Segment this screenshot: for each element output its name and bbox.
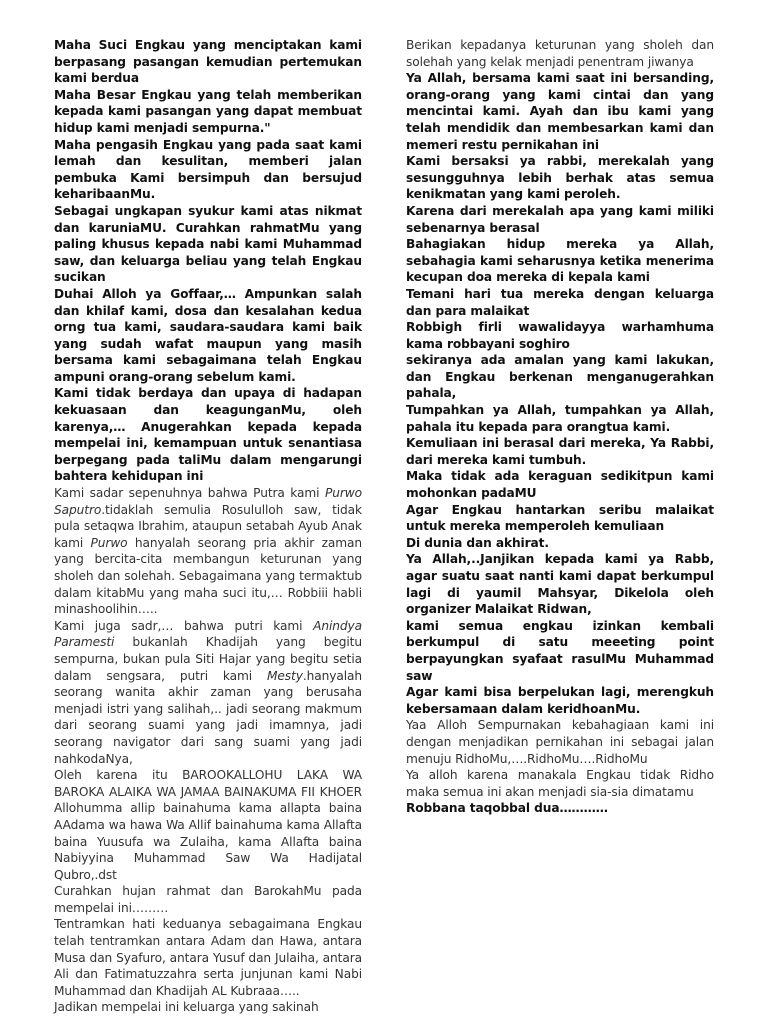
paragraph: Robbana taqobbal dua………… [406, 801, 608, 816]
paragraph: Curahkan hujan rahmat dan BarokahMu pada mempelai ini……… [54, 884, 362, 915]
paragraph: Berikan kepadanya keturunan yang sholeh dan solehah yang kelak menjadi penentram jiwanya [406, 38, 714, 69]
paragraph: Jadikan mempelai ini keluarga yang sakinah [54, 1000, 319, 1015]
paragraph: Ya Allah, bersama kami saat ini bersanding, orang-orang yang kami cintai dan yang mencintai kami. Ayah dan ibu kami yang telah mendidik dan membesarkan kami dan memeri restu pernikahan ini [406, 71, 714, 152]
paragraph: Temani hari tua mereka dengan keluarga dan para malaikat [406, 286, 714, 318]
paragraph: Karena dari merekalah apa yang kami miliki sebenarnya berasal [406, 203, 714, 235]
paragraph: sekiranya ada amalan yang kami lakukan, dan Engkau berkenan menganugerahkan pahala, [406, 353, 714, 401]
paragraph: Robbigh firli wawalidayya warhamhuma kama robbayani soghiro [406, 320, 714, 351]
paragraph: Agar kami bisa berpelukan lagi, merengkuh kebersamaan dalam keridhoanMu. [406, 685, 714, 716]
paragraph: Maka tidak ada keraguan sedikitpun kami mohonkan padaMU [406, 469, 714, 501]
paragraph: Bahagiakan hidup mereka ya Allah, sebahagia kami seharusnya ketika menerima kecupan doa mereka di kepala kami [406, 237, 714, 285]
paragraph: Maha pengasih Engkau yang pada saat kami lemah dan kesulitan, memberi jalan pembuka Kami bersimpuh dan bersujud keharibaanMu. [54, 137, 362, 202]
paragraph: Agar Engkau hantarkan seribu malaikat untuk mereka memperoleh kemuliaan [406, 502, 714, 534]
paragraph: Kami tidak berdaya dan upaya di hadapan kekuasaan dan keagunganMu, oleh karenya,… Anugerahkan kepada kepada mempelai ini, kemampuan untuk senantiasa berpegang pada taliMu dalam mengarungi bahtera kehidupan ini [54, 386, 362, 484]
paragraph: Duhai Alloh ya Goffaar,… Ampunkan salah dan khilaf kami, dosa dan kesalahan kedua orng tua kami, saudara-saudara kami baik yang sudah wafat maupun yang masih bersama kami sebagaimana telah Engkau ampuni orang-orang sebelum kami. [54, 286, 362, 384]
paragraph: Oleh karena itu BAROOKALLOHU LAKA WA BAROKA ALAIKA WA JAMAA BAINAKUMA FII KHOER Allohumma allip bainahuma kama allapta baina AAdama wa hawa Wa Allif bainahuma kama Allafta baina Yuusufa wa Zulaiha, kama Allafta baina Nabiyyina Muhammad Saw Wa Hadijatal Qubro,.dst [54, 768, 362, 882]
paragraph: Maha Suci Engkau yang menciptakan kami berpasang pasangan kemudian pertemukan kami berdua [54, 38, 362, 86]
paragraph: Kami bersaksi ya rabbi, merekalah yang sesungguhnya lebih berhak atas semua kenikmatan yang kami peroleh. [406, 154, 714, 202]
paragraph: Tumpahkan ya Allah, tumpahkan ya Allah, pahala itu kepada para orangtua kami. [406, 403, 714, 434]
paragraph: Tentramkan hati keduanya sebagaimana Engkau telah tentramkan antara Adam dan Hawa, antara Musa dan Syafuro, antara Yusuf dan Julaiha, antara Ali dan Fatimatuzzahra serta junjunan kami Nabi Muhammad dan Khadijah AL Kubraaa….. [54, 917, 362, 998]
paragraph: Ya Allah,..Janjikan kepada kami ya Rabb, agar suatu saat nanti kami dapat berkumpul lagi di yaumil Mahsyar, Dikelola oleh organizer Malaikat Ridwan, [406, 552, 714, 617]
paragraph: Yaa Alloh Sempurnakan kebahagiaan kami ini dengan menjadikan pernikahan ini sebagai jalan menuju RidhoMu,….RidhoMu….RidhoMu [406, 718, 714, 766]
paragraph: kami semua engkau izinkan kembali berkumpul di satu meeeting point berpayungkan syafaat rasulMu Muhammad saw [406, 618, 714, 683]
right-column [406, 37, 714, 817]
paragraph: Kami sadar sepenuhnya bahwa Putra kami Purwo Saputro.tidaklah semulia Rosululloh saw, tidak pula setaqwa Ibrahim, ataupun setabah Ayub Anak kami Purwo hanyalah seorang pria akhir zaman yang bercita-cita membangun keturunan yang sholeh dan solehah. Sebagaimana yang termaktub dalam kitabMu yang maha suci itu,… Robbiii habli minashoolihin….. [54, 486, 362, 617]
paragraph: Ya alloh karena manakala Engkau tidak Ridho maka semua ini akan menjadi sia-sia dimatamu [406, 768, 714, 799]
paragraph: Sebagai ungkapan syukur kami atas nikmat dan karuniaMU. Curahkan rahmatMu yang paling khusus kepada nabi kami Muhammad saw, dan keluarga beliau yang telah Engkau sucikan [54, 203, 362, 285]
paragraph: Kami juga sadr,… bahwa putri kami Anindya Paramesti bukanlah Khadijah yang begitu sempurna, bukan pula Siti Hajar yang begitu setia dalam sengsara, putri kami Mesty.hanyalah seorang wanita akhir zaman yang berusaha menjadi istri yang salihah,.. jadi seorang makmum dari seorang suami yang jadi imamnya, jadi seorang navigator dari sang suami yang jadi nahkodaNya, [54, 618, 362, 766]
paragraph: Maha Besar Engkau yang telah memberikan kepada kami pasangan yang dapat membuat hidup kami menjadi sempurna." [54, 87, 362, 135]
left-column [54, 37, 362, 1016]
paragraph: Kemuliaan ini berasal dari mereka, Ya Rabbi, dari mereka kami tumbuh. [406, 436, 714, 467]
paragraph: Di dunia dan akhirat. [406, 535, 549, 550]
